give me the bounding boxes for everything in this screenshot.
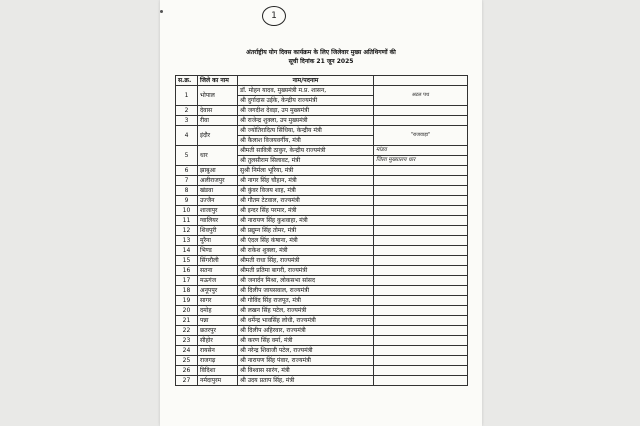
cell-district: खंडवा xyxy=(198,186,238,196)
cell-serial: 15 xyxy=(176,256,198,266)
table-row xyxy=(176,126,468,136)
cell-remark xyxy=(374,116,468,126)
cell-name: श्रीमती प्रतिमा बागरी, राज्यमंत्री xyxy=(238,266,374,276)
guest-list-table xyxy=(175,75,468,386)
cell-serial: 18 xyxy=(176,286,198,296)
cell-name: श्री धर्मेन्द्र भावसिंह लोधी, राज्यमंत्री xyxy=(238,316,374,326)
cell-district: दमोह xyxy=(198,306,238,316)
header-remark xyxy=(374,76,468,86)
table-row xyxy=(176,166,468,176)
cell-serial: 3 xyxy=(176,116,198,126)
cell-district: ग्वालियर xyxy=(198,216,238,226)
cell-serial: 8 xyxy=(176,186,198,196)
table-row xyxy=(176,186,468,196)
cell-name: श्री करण सिंह वर्मा, मंत्री xyxy=(238,336,374,346)
cell-district: शिवपुरी xyxy=(198,226,238,236)
cell-serial: 6 xyxy=(176,166,198,176)
cell-district: सागर xyxy=(198,296,238,306)
cell-remark xyxy=(374,366,468,376)
cell-name: सुश्री निर्मला भूरिया, मंत्री xyxy=(238,166,374,176)
cell-remark xyxy=(374,196,468,206)
table-row xyxy=(176,236,468,246)
cell-name: श्री नारायण सिंह पंवार, राज्यमंत्री xyxy=(238,356,374,366)
table-row xyxy=(176,196,468,206)
cell-district: पन्ना xyxy=(198,316,238,326)
cell-district: सतना xyxy=(198,266,238,276)
cell-remark xyxy=(374,166,468,176)
cell-serial: 23 xyxy=(176,336,198,346)
cell-name: श्री नारायण सिंह कुशवाहा, मंत्री xyxy=(238,216,374,226)
cell-name: श्री कैलाश विजयवर्गीय, मंत्री xyxy=(238,136,374,146)
cell-name: श्री नरेन्द्र शिवाजी पटेल, राज्यमंत्री xyxy=(238,346,374,356)
cell-serial: 19 xyxy=(176,296,198,306)
cell-name: श्री जनार्दन मिश्रा, लोकसभा सांसद xyxy=(238,276,374,286)
table-row xyxy=(176,356,468,366)
cell-remark xyxy=(374,256,468,266)
cell-district: धार xyxy=(198,146,238,166)
cell-name: श्री एंदल सिंह कंषाना, मंत्री xyxy=(238,236,374,246)
cell-remark xyxy=(374,296,468,306)
cell-serial: 1 xyxy=(176,86,198,106)
table-row xyxy=(176,376,468,386)
cell-remark xyxy=(374,316,468,326)
cell-remark xyxy=(374,376,468,386)
cell-district: भिण्ड xyxy=(198,246,238,256)
cell-remark xyxy=(374,336,468,346)
cell-district: मऊगंज xyxy=(198,276,238,286)
cell-remark xyxy=(374,226,468,236)
cell-name: डॉ. मोहन यादव, मुख्यमंत्री म.प्र. शासन, xyxy=(238,86,374,96)
table-row xyxy=(176,286,468,296)
cell-serial: 9 xyxy=(176,196,198,206)
cell-serial: 4 xyxy=(176,126,198,146)
table-row xyxy=(176,216,468,226)
cell-serial: 21 xyxy=(176,316,198,326)
header-district: जिले का नाम xyxy=(198,76,238,86)
cell-serial: 13 xyxy=(176,236,198,246)
cell-serial: 7 xyxy=(176,176,198,186)
table-row xyxy=(176,256,468,266)
cell-remark xyxy=(374,206,468,216)
cell-name: श्री विश्वास सारंग, मंत्री xyxy=(238,366,374,376)
table-header-row xyxy=(176,76,468,86)
cell-district: झाबुआ xyxy=(198,166,238,176)
table-row xyxy=(176,316,468,326)
cell-remark xyxy=(374,276,468,286)
cell-district: अनूपपुर xyxy=(198,286,238,296)
cell-name: श्री गोविंद सिंह राजपूत, मंत्री xyxy=(238,296,374,306)
cell-name: श्री दुर्गादास उईके, केन्द्रीय राज्यमंत्री xyxy=(238,96,374,106)
cell-serial: 26 xyxy=(176,366,198,376)
cell-district: सिंगरौली xyxy=(198,256,238,266)
cell-district: उज्जैन xyxy=(198,196,238,206)
page-number: 1 xyxy=(262,6,286,26)
cell-serial: 17 xyxy=(176,276,198,286)
cell-name: श्री कुंवर विजय शाह, मंत्री xyxy=(238,186,374,196)
cell-name: श्रीमती राधा सिंह, राज्यमंत्री xyxy=(238,256,374,266)
table-row xyxy=(176,306,468,316)
table-row xyxy=(176,346,468,356)
cell-district: शाजापुर xyxy=(198,206,238,216)
cell-remark xyxy=(374,346,468,356)
table-row xyxy=(176,336,468,346)
cell-remark xyxy=(374,266,468,276)
cell-district: सीहोर xyxy=(198,336,238,346)
cell-name: श्री तुलसीराम सिलावट, मंत्री xyxy=(238,156,374,166)
table-row xyxy=(176,366,468,376)
table-row xyxy=(176,266,468,276)
table-row xyxy=(176,146,468,156)
header-sr: स.क्र. xyxy=(176,76,198,86)
cell-serial: 10 xyxy=(176,206,198,216)
table-row xyxy=(176,106,468,116)
cell-name: श्री उदय प्रताप सिंह, मंत्री xyxy=(238,376,374,386)
table-row xyxy=(176,86,468,96)
cell-remark xyxy=(374,216,468,226)
cell-name: श्री गौतम टेटवाल, राज्यमंत्री xyxy=(238,196,374,206)
cell-remark xyxy=(374,176,468,186)
page-mark xyxy=(160,10,163,13)
cell-remark xyxy=(374,106,468,116)
table-row xyxy=(176,326,468,336)
cell-remark xyxy=(374,326,468,336)
cell-name: श्री जगदीश देवड़ा, उप मुख्यमंत्री xyxy=(238,106,374,116)
cell-district: विदिशा xyxy=(198,366,238,376)
table-row xyxy=(176,176,468,186)
cell-serial: 22 xyxy=(176,326,198,336)
table-row xyxy=(176,296,468,306)
cell-name: श्री ज्योतिरादित्य सिंधिया, केन्द्रीय मंत्री xyxy=(238,126,374,136)
cell-district: मुरैना xyxy=(198,236,238,246)
cell-name: श्री दिलीप अहिरवार, राज्यमंत्री xyxy=(238,326,374,336)
table-row xyxy=(176,276,468,286)
cell-district: भोपाल xyxy=(198,86,238,106)
cell-district: इंदौर xyxy=(198,126,238,146)
cell-district: अलीराजपुर xyxy=(198,176,238,186)
cell-district: रीवा xyxy=(198,116,238,126)
table-row xyxy=(176,206,468,216)
cell-serial: 27 xyxy=(176,376,198,386)
cell-serial: 16 xyxy=(176,266,198,276)
cell-district: देवास xyxy=(198,106,238,116)
cell-name: श्री प्रद्युम्न सिंह तोमर, मंत्री xyxy=(238,226,374,236)
cell-district: छतरपुर xyxy=(198,326,238,336)
cell-serial: 2 xyxy=(176,106,198,116)
cell-remark: जिला मुख्यालय धार xyxy=(374,156,468,166)
cell-serial: 24 xyxy=(176,346,198,356)
cell-name: श्री राजेन्द्र शुक्ला, उप मुख्यमंत्री xyxy=(238,116,374,126)
cell-name: श्रीमती सावित्री ठाकुर, केन्द्रीय राज्यमंत्री xyxy=(238,146,374,156)
table-body xyxy=(176,86,468,386)
cell-remark: "राजवाड़ा" xyxy=(374,126,468,146)
cell-serial: 12 xyxy=(176,226,198,236)
cell-serial: 5 xyxy=(176,146,198,166)
document-title xyxy=(175,48,467,66)
cell-district: नर्मदापुरम xyxy=(198,376,238,386)
title-line-2: सूची दिनांक 21 जून 2025 xyxy=(288,58,354,65)
cell-remark xyxy=(374,286,468,296)
table-row xyxy=(176,116,468,126)
cell-serial: 20 xyxy=(176,306,198,316)
cell-remark xyxy=(374,186,468,196)
cell-serial: 11 xyxy=(176,216,198,226)
cell-serial: 25 xyxy=(176,356,198,366)
cell-remark xyxy=(374,246,468,256)
cell-name: श्री इन्दर सिंह परमार, मंत्री xyxy=(238,206,374,216)
cell-name: श्री राकेश शुक्ला, मंत्री xyxy=(238,246,374,256)
table-row xyxy=(176,246,468,256)
cell-serial: 14 xyxy=(176,246,198,256)
cell-remark: मांडव xyxy=(374,146,468,156)
cell-remark xyxy=(374,236,468,246)
cell-district: रायसेन xyxy=(198,346,238,356)
cell-name: श्री लखन सिंह पटेल, राज्यमंत्री xyxy=(238,306,374,316)
cell-remark xyxy=(374,306,468,316)
cell-name: श्री दिलीप जायसवाल, राज्यमंत्री xyxy=(238,286,374,296)
title-line-1: अंतर्राष्ट्रीय योग दिवस कार्यक्रम के लिए जिलेवार मुख्य अतिथिगणों की xyxy=(246,49,396,56)
cell-name: श्री नागर सिंह चौहान, मंत्री xyxy=(238,176,374,186)
cell-remark: अटल पथ xyxy=(374,86,468,106)
header-name: नाम/पदनाम xyxy=(238,76,374,86)
table-row xyxy=(176,226,468,236)
cell-remark xyxy=(374,356,468,366)
cell-district: राजगढ़ xyxy=(198,356,238,366)
